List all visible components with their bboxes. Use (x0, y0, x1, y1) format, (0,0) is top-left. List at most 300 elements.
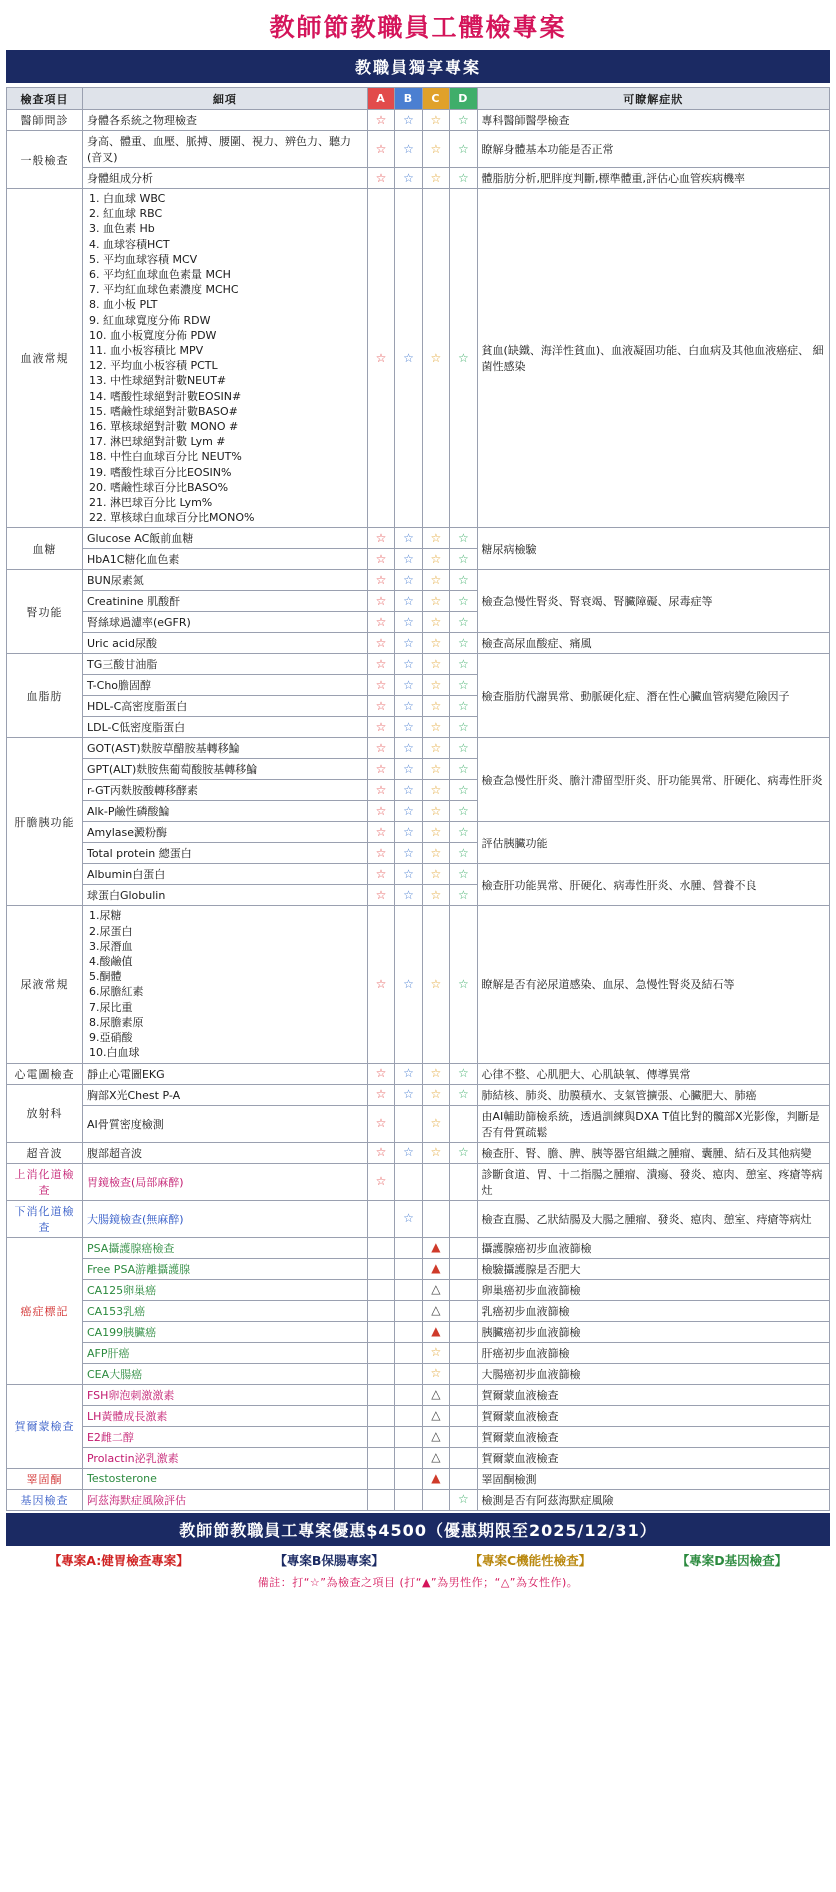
mark-cell-plan-d (450, 1237, 477, 1258)
mark-cell-plan-d (450, 1426, 477, 1447)
table-row (7, 1063, 830, 1084)
star-icon: ☆ (403, 782, 414, 797)
table-row (7, 1384, 830, 1405)
star-icon: ☆ (457, 677, 469, 692)
item-sublist-entry: 8.尿膽素原 (88, 1015, 144, 1029)
description-cell: 檢查肝、腎、膽、脾、胰等器官組織之腫瘤、囊腫、結石及其他病變 (477, 1142, 829, 1163)
description-cell: 賀爾蒙血液檢查 (477, 1426, 829, 1447)
description-cell: 攝護腺癌初步血液篩檢 (477, 1237, 829, 1258)
item-sublist-entry: 10.白血球 (88, 1046, 140, 1060)
star-icon: ☆ (375, 170, 387, 185)
star-icon: ☆ (403, 887, 414, 902)
mark-cell-plan-d (450, 591, 477, 612)
header-item: 細項 (82, 88, 367, 110)
mark-cell-plan-d (450, 1200, 477, 1237)
star-icon: ☆ (430, 614, 442, 629)
mark-cell-plan-a (367, 780, 394, 801)
description-cell: 貧血(缺鐵、海洋性貧血)、血液凝固功能、白血病及其他血液癌症、 細菌性感染 (477, 189, 829, 528)
star-icon: ☆ (403, 677, 414, 692)
item-sublist (87, 908, 363, 1060)
mark-cell-plan-a (367, 738, 394, 759)
table-row (7, 1300, 830, 1321)
item-sublist-entry: 2.尿蛋白 (88, 924, 133, 938)
category-cell: 血液常規 (7, 189, 83, 528)
mark-cell-plan-c (422, 1279, 449, 1300)
star-icon: ☆ (403, 530, 414, 545)
star-icon: ☆ (375, 1145, 387, 1159)
mark-cell-plan-c (422, 528, 449, 549)
item-cell: AFP肝癌 (82, 1342, 367, 1363)
description-cell: 專科醫師醫學檢查 (477, 110, 829, 131)
triangle-solid-icon: ▲ (431, 1240, 441, 1254)
item-sublist-entry: 16. 單核球絕對計數 MONO # (88, 420, 239, 434)
mark-cell-plan-c (422, 801, 449, 822)
table-row (7, 1084, 830, 1105)
table-row (7, 906, 830, 1063)
item-sublist-entry: 4.酸鹼值 (88, 955, 133, 969)
table-row (7, 1163, 830, 1200)
mark-cell-plan-d (450, 780, 477, 801)
legend-plan-a: 【專案A:健胃檢查專案】 (48, 1552, 189, 1568)
category-cell: 醫師問診 (7, 110, 83, 131)
mark-cell-plan-a (367, 1489, 394, 1510)
mark-cell-plan-c (422, 1084, 449, 1105)
star-icon: ☆ (375, 719, 387, 734)
star-icon: ☆ (430, 677, 442, 692)
mark-cell-plan-a (367, 1342, 394, 1363)
mark-cell-plan-b (395, 1200, 422, 1237)
star-icon: ☆ (457, 350, 469, 365)
star-icon: ☆ (457, 803, 469, 818)
star-icon: ☆ (403, 593, 414, 608)
mark-cell-plan-d (450, 801, 477, 822)
mark-cell-plan-d (450, 696, 477, 717)
star-icon: ☆ (403, 350, 414, 365)
mark-cell-plan-c (422, 1200, 449, 1237)
mark-cell-plan-b (395, 822, 422, 843)
item-cell: FSH卵泡刺激激素 (82, 1384, 367, 1405)
star-icon: ☆ (457, 656, 469, 671)
item-sublist-entry: 3.尿潛血 (88, 939, 133, 953)
mark-cell-plan-c (422, 675, 449, 696)
star-icon: ☆ (457, 740, 469, 755)
item-cell: AI骨質密度檢測 (82, 1105, 367, 1142)
star-icon: ☆ (375, 1066, 387, 1080)
category-cell: 基因檢查 (7, 1489, 83, 1510)
star-icon: ☆ (375, 350, 387, 365)
star-icon: ☆ (403, 803, 414, 818)
mark-cell-plan-d (450, 1279, 477, 1300)
mark-cell-plan-c (422, 189, 449, 528)
mark-cell-plan-c (422, 131, 449, 168)
star-icon: ☆ (403, 1145, 414, 1159)
mark-cell-plan-b (395, 885, 422, 906)
category-cell: 血脂肪 (7, 654, 83, 738)
star-icon: ☆ (457, 976, 469, 991)
mark-cell-plan-a (367, 1426, 394, 1447)
mark-cell-plan-a (367, 1363, 394, 1384)
star-icon: ☆ (457, 635, 469, 650)
header-plan-b: B (395, 88, 422, 110)
star-icon: ☆ (430, 976, 442, 991)
mark-cell-plan-a (367, 801, 394, 822)
mark-cell-plan-b (395, 906, 422, 1063)
star-icon: ☆ (403, 1087, 414, 1101)
mark-cell-plan-c (422, 822, 449, 843)
description-cell: 檢查脂肪代謝異常、動脈硬化症、潛在性心臟血管病變危險因子 (477, 654, 829, 738)
description-cell: 檢查急慢性腎炎、腎衰竭、腎臟障礙、尿毒症等 (477, 570, 829, 633)
star-icon: ☆ (375, 887, 387, 902)
mark-cell-plan-c (422, 1237, 449, 1258)
mark-cell-plan-d (450, 759, 477, 780)
star-icon: ☆ (430, 551, 442, 566)
item-cell: PSA攝護腺癌檢查 (82, 1237, 367, 1258)
mark-cell-plan-a (367, 717, 394, 738)
description-cell: 肺結核、肺炎、肋膜積水、支氣管擴張、心臟肥大、肺癌 (477, 1084, 829, 1105)
mark-cell-plan-c (422, 1468, 449, 1489)
category-cell: 賀爾蒙檢查 (7, 1384, 83, 1468)
star-icon: ☆ (430, 866, 442, 881)
legend-plan-b: 【專案B保腸專案】 (274, 1552, 384, 1568)
promo-banner: 教師節教職員工專案優惠$4500（優惠期限至2025/12/31） (6, 1513, 830, 1546)
star-icon: ☆ (457, 530, 469, 545)
item-cell: CA199胰臟癌 (82, 1321, 367, 1342)
mark-cell-plan-c (422, 1300, 449, 1321)
item-sublist-entry: 7. 平均紅血球色素濃度 MCHC (88, 283, 239, 297)
star-icon: ☆ (430, 170, 442, 185)
mark-cell-plan-c (422, 1163, 449, 1200)
category-cell: 睪固酮 (7, 1468, 83, 1489)
mark-cell-plan-d (450, 1084, 477, 1105)
legend-row (6, 1551, 830, 1569)
item-cell: Amylase澱粉酶 (82, 822, 367, 843)
mark-cell-plan-d (450, 612, 477, 633)
mark-cell-plan-b (395, 1489, 422, 1510)
mark-cell-plan-b (395, 549, 422, 570)
star-icon: ☆ (457, 719, 469, 734)
star-icon: ☆ (430, 572, 442, 587)
checkup-table (6, 87, 830, 1511)
item-cell: BUN尿素氮 (82, 570, 367, 591)
mark-cell-plan-a (367, 168, 394, 189)
star-icon: ☆ (430, 1066, 442, 1080)
star-icon: ☆ (457, 782, 469, 797)
category-cell: 超音波 (7, 1142, 83, 1163)
mark-cell-plan-b (395, 1321, 422, 1342)
triangle-solid-icon: ▲ (431, 1471, 441, 1485)
mark-cell-plan-c (422, 549, 449, 570)
mark-cell-plan-d (450, 885, 477, 906)
mark-cell-plan-c (422, 110, 449, 131)
page-title: 教師節教職員工體檢專案 (269, 13, 567, 42)
item-cell: CA125卵巢癌 (82, 1279, 367, 1300)
star-icon: ☆ (403, 740, 414, 755)
item-sublist-entry: 22. 單核球白血球百分比MONO% (88, 511, 255, 525)
item-cell: 身高、體重、血壓、脈搏、腰圍、視力、辨色力、聽力(音叉) (82, 131, 367, 168)
mark-cell-plan-d (450, 738, 477, 759)
category-cell: 血糖 (7, 528, 83, 570)
star-icon: ☆ (403, 976, 414, 991)
table-row (7, 1142, 830, 1163)
mark-cell-plan-c (422, 1258, 449, 1279)
star-icon: ☆ (430, 761, 442, 776)
table-row (7, 864, 830, 885)
mark-cell-plan-b (395, 1142, 422, 1163)
description-cell: 賀爾蒙血液檢查 (477, 1447, 829, 1468)
item-cell: GPT(ALT)麩胺焦葡萄酸胺基轉移鯩 (82, 759, 367, 780)
mark-cell-plan-d (450, 1489, 477, 1510)
table-row (7, 1426, 830, 1447)
star-icon: ☆ (375, 845, 387, 860)
category-cell: 心電圖檢查 (7, 1063, 83, 1084)
mark-cell-plan-a (367, 1142, 394, 1163)
item-sublist-entry: 2. 紅血球 RBC (88, 207, 163, 221)
mark-cell-plan-a (367, 1105, 394, 1142)
mark-cell-plan-a (367, 1258, 394, 1279)
mark-cell-plan-c (422, 1426, 449, 1447)
item-sublist-entry: 10. 血小板寬度分佈 PDW (88, 328, 217, 342)
legend-plan-c: 【專案C機能性檢查】 (469, 1552, 592, 1568)
mark-cell-plan-b (395, 801, 422, 822)
mark-cell-plan-d (450, 189, 477, 528)
category-cell: 一般檢查 (7, 131, 83, 189)
table-row (7, 168, 830, 189)
mark-cell-plan-c (422, 906, 449, 1063)
mark-cell-plan-a (367, 1200, 394, 1237)
star-icon: ☆ (375, 740, 387, 755)
mark-cell-plan-c (422, 1447, 449, 1468)
star-icon: ☆ (403, 141, 414, 156)
star-icon: ☆ (375, 1087, 387, 1101)
description-cell: 睪固酮檢測 (477, 1468, 829, 1489)
mark-cell-plan-b (395, 1163, 422, 1200)
mark-cell-plan-d (450, 131, 477, 168)
star-icon: ☆ (403, 112, 414, 127)
item-cell: TG三酸甘油脂 (82, 654, 367, 675)
triangle-hollow-icon: △ (431, 1303, 441, 1317)
triangle-hollow-icon: △ (431, 1450, 441, 1464)
triangle-hollow-icon: △ (431, 1408, 441, 1422)
mark-cell-plan-d (450, 1163, 477, 1200)
table-row (7, 654, 830, 675)
mark-cell-plan-c (422, 1405, 449, 1426)
star-icon: ☆ (430, 782, 442, 797)
star-icon: ☆ (457, 866, 469, 881)
mark-cell-plan-b (395, 1237, 422, 1258)
star-icon: ☆ (430, 350, 442, 365)
item-cell: Prolactin泌乳激素 (82, 1447, 367, 1468)
category-cell: 癌症標記 (7, 1237, 83, 1384)
item-cell: E2雌二醇 (82, 1426, 367, 1447)
item-sublist-entry: 7.尿比重 (88, 1000, 133, 1014)
table-row (7, 1447, 830, 1468)
mark-cell-plan-b (395, 1468, 422, 1489)
mark-cell-plan-d (450, 549, 477, 570)
description-cell: 胰臟癌初步血液篩檢 (477, 1321, 829, 1342)
item-cell (82, 189, 367, 528)
header-description: 可瞭解症狀 (477, 88, 829, 110)
star-icon: ☆ (430, 1116, 442, 1130)
mark-cell-plan-c (422, 1142, 449, 1163)
mark-cell-plan-a (367, 759, 394, 780)
table-row (7, 822, 830, 843)
mark-cell-plan-c (422, 654, 449, 675)
mark-cell-plan-a (367, 1405, 394, 1426)
mark-cell-plan-d (450, 1363, 477, 1384)
star-icon: ☆ (430, 1345, 442, 1359)
star-icon: ☆ (457, 170, 469, 185)
mark-cell-plan-d (450, 1447, 477, 1468)
triangle-hollow-icon: △ (431, 1429, 441, 1443)
table-row (7, 189, 830, 528)
star-icon: ☆ (430, 1087, 442, 1101)
category-cell: 腎功能 (7, 570, 83, 654)
item-sublist-entry: 11. 血小板容積比 MPV (88, 344, 204, 358)
mark-cell-plan-b (395, 1300, 422, 1321)
item-cell: Glucose AC飯前血糖 (82, 528, 367, 549)
mark-cell-plan-b (395, 738, 422, 759)
mark-cell-plan-c (422, 633, 449, 654)
table-row (7, 1489, 830, 1510)
mark-cell-plan-a (367, 654, 394, 675)
star-icon: ☆ (430, 719, 442, 734)
mark-cell-plan-b (395, 843, 422, 864)
item-sublist-entry: 21. 淋巴球百分比 Lym% (88, 496, 213, 510)
mark-cell-plan-b (395, 759, 422, 780)
mark-cell-plan-c (422, 885, 449, 906)
item-cell: LH黃體成長激素 (82, 1405, 367, 1426)
mark-cell-plan-c (422, 1342, 449, 1363)
header-plan-c: C (422, 88, 449, 110)
star-icon: ☆ (375, 698, 387, 713)
mark-cell-plan-c (422, 843, 449, 864)
star-icon: ☆ (430, 141, 442, 156)
item-sublist-entry: 15. 嗜鹼性球絕對計數BASO# (88, 404, 238, 418)
category-cell: 下消化道檢查 (7, 1200, 83, 1237)
star-icon: ☆ (430, 530, 442, 545)
star-icon: ☆ (430, 845, 442, 860)
star-icon: ☆ (375, 1116, 387, 1130)
mark-cell-plan-b (395, 168, 422, 189)
description-cell: 檢查肝功能異常、肝硬化、病毒性肝炎、水腫、營養不良 (477, 864, 829, 906)
item-cell: Uric acid尿酸 (82, 633, 367, 654)
star-icon: ☆ (375, 593, 387, 608)
mark-cell-plan-c (422, 570, 449, 591)
description-cell: 心律不整、心肌肥大、心肌缺氧、傳導異常 (477, 1063, 829, 1084)
star-icon: ☆ (430, 1145, 442, 1159)
star-icon: ☆ (403, 698, 414, 713)
description-cell: 評估胰臟功能 (477, 822, 829, 864)
mark-cell-plan-b (395, 1279, 422, 1300)
description-cell: 瞭解是否有泌尿道感染、血尿、急慢性腎炎及結石等 (477, 906, 829, 1063)
mark-cell-plan-b (395, 131, 422, 168)
item-sublist-entry: 12. 平均血小板容積 PCTL (88, 359, 218, 373)
mark-cell-plan-d (450, 570, 477, 591)
mark-cell-plan-c (422, 591, 449, 612)
mark-cell-plan-b (395, 612, 422, 633)
mark-cell-plan-c (422, 168, 449, 189)
star-icon: ☆ (403, 635, 414, 650)
table-row (7, 1342, 830, 1363)
mark-cell-plan-a (367, 570, 394, 591)
mark-cell-plan-b (395, 654, 422, 675)
star-icon: ☆ (457, 572, 469, 587)
mark-cell-plan-a (367, 1321, 394, 1342)
header-plan-d: D (450, 88, 477, 110)
item-cell: r-GT丙麩胺酸轉移酵素 (82, 780, 367, 801)
star-icon: ☆ (403, 719, 414, 734)
star-icon: ☆ (457, 593, 469, 608)
item-sublist (87, 191, 363, 525)
star-icon: ☆ (457, 824, 469, 839)
triangle-solid-icon: ▲ (431, 1324, 441, 1338)
mark-cell-plan-d (450, 864, 477, 885)
mark-cell-plan-c (422, 1384, 449, 1405)
star-icon: ☆ (403, 1211, 414, 1225)
item-sublist-entry: 18. 中性白血球百分比 NEUT% (88, 450, 242, 464)
table-row (7, 738, 830, 759)
item-sublist-entry: 17. 淋巴球絕對計數 Lym # (88, 435, 226, 449)
star-icon: ☆ (457, 761, 469, 776)
mark-cell-plan-b (395, 675, 422, 696)
category-cell: 尿液常規 (7, 906, 83, 1063)
description-cell: 大腸癌初步血液篩檢 (477, 1363, 829, 1384)
mark-cell-plan-a (367, 1163, 394, 1200)
mark-cell-plan-c (422, 759, 449, 780)
description-cell: 卵巢癌初步血液篩檢 (477, 1279, 829, 1300)
mark-cell-plan-b (395, 528, 422, 549)
table-row (7, 1279, 830, 1300)
category-cell: 放射科 (7, 1084, 83, 1142)
star-icon: ☆ (430, 698, 442, 713)
mark-cell-plan-b (395, 1063, 422, 1084)
item-sublist-entry: 20. 嗜鹼性球百分比BASO% (88, 480, 229, 494)
star-icon: ☆ (457, 887, 469, 902)
description-cell: 檢查高尿血酸症、痛風 (477, 633, 829, 654)
mark-cell-plan-d (450, 168, 477, 189)
mark-cell-plan-d (450, 1142, 477, 1163)
star-icon: ☆ (375, 761, 387, 776)
star-icon: ☆ (375, 656, 387, 671)
item-sublist-entry: 14. 嗜酸性球絕對計數EOSIN# (88, 389, 242, 403)
item-sublist-entry: 4. 血球容積HCT (88, 237, 170, 251)
table-row (7, 633, 830, 654)
star-icon: ☆ (457, 1087, 469, 1101)
mark-cell-plan-d (450, 654, 477, 675)
mark-cell-plan-b (395, 189, 422, 528)
mark-cell-plan-a (367, 906, 394, 1063)
mark-cell-plan-a (367, 696, 394, 717)
mark-cell-plan-a (367, 528, 394, 549)
mark-cell-plan-c (422, 738, 449, 759)
star-icon: ☆ (403, 824, 414, 839)
item-cell: Free PSA游離攝護腺 (82, 1258, 367, 1279)
mark-cell-plan-c (422, 1105, 449, 1142)
star-icon: ☆ (375, 530, 387, 545)
mark-cell-plan-a (367, 843, 394, 864)
item-cell: Total protein 總蛋白 (82, 843, 367, 864)
mark-cell-plan-d (450, 1321, 477, 1342)
star-icon: ☆ (457, 1066, 469, 1080)
item-cell: CA153乳癌 (82, 1300, 367, 1321)
header-plan-a: A (367, 88, 394, 110)
table-row (7, 1363, 830, 1384)
description-cell: 檢驗攝護腺是否肥大 (477, 1258, 829, 1279)
mark-cell-plan-d (450, 110, 477, 131)
mark-cell-plan-d (450, 1258, 477, 1279)
item-sublist-entry: 6. 平均紅血球血色素量 MCH (88, 268, 231, 282)
item-cell: 胸部X光Chest P-A (82, 1084, 367, 1105)
